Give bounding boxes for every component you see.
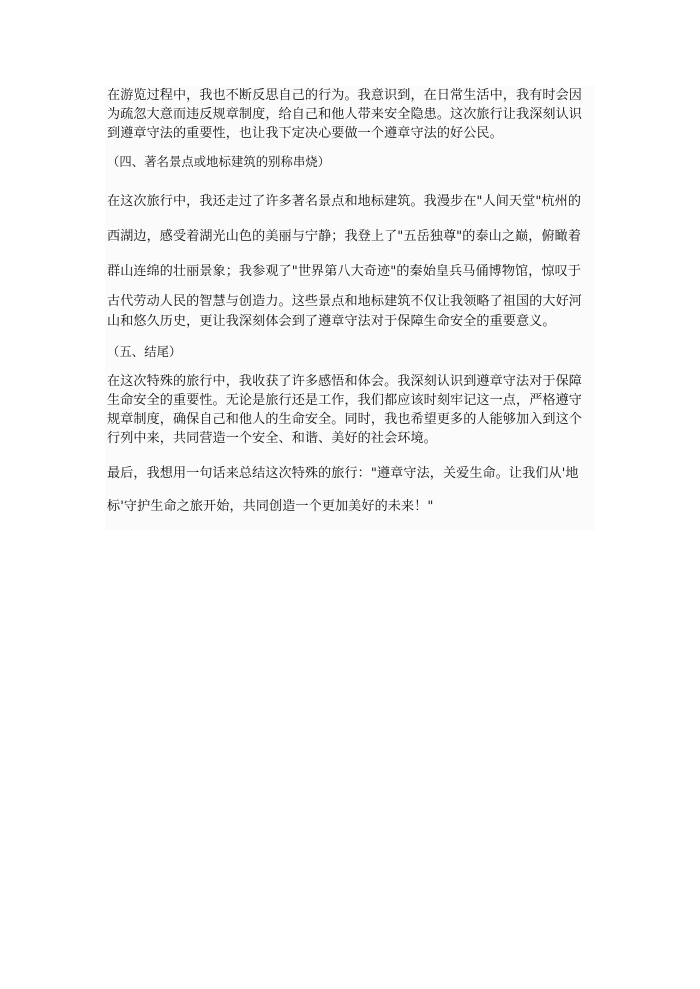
paragraph-1-line-2: 为疏忽大意而违反规章制度，给自己和他人带来安全隐患。这次旅行让我深刻认识 — [107, 107, 582, 122]
paragraph-2-line-5: 山和悠久历史，更让我深刻体会到了遵章守法对于保障生命安全的重要意义。 — [107, 314, 556, 329]
paragraph-4-line-2: 标'守护生命之旅开始，共同创造一个更加美好的未来！" — [107, 499, 434, 514]
paragraph-1-line-3: 到遵章守法的重要性，也让我下定决心要做一个遵章守法的好公民。 — [107, 126, 503, 141]
paragraph-3-line-2: 生命安全的重要性。无论是旅行还是工作，我们都应该时刻牢记这一点，严格遵守 — [107, 393, 582, 408]
paragraph-3-line-3: 规章制度，确保自己和他人的生命安全。同时，我也希望更多的人能够加入到这个 — [107, 412, 582, 427]
section-heading-5: （五、结尾） — [107, 345, 182, 359]
paragraph-2-line-4: 古代劳动人民的智慧与创造力。这些景点和地标建筑不仅让我领略了祖国的大好河 — [107, 294, 582, 309]
paragraph-3-line-1: 在这次特殊的旅行中，我收获了许多感悟和体会。我深刻认识到遵章守法对于保障 — [107, 374, 582, 389]
section-heading-4: （四、著名景点或地标建筑的别称串烧） — [107, 155, 331, 169]
paragraph-3-line-4: 行列中来，共同营造一个安全、和谐、美好的社会环境。 — [107, 431, 437, 446]
paragraph-2-line-2: 西湖边，感受着湖光山色的美丽与宁静；我登上了"五岳独尊"的泰山之巅，俯瞰着 — [107, 229, 582, 244]
paragraph-4-line-1: 最后，我想用一句话来总结这次特殊的旅行："遵章守法，关爱生命。让我们从'地 — [107, 466, 579, 481]
paragraph-1-line-1: 在游览过程中，我也不断反思自己的行为。我意识到，在日常生活中，我有时会因 — [107, 88, 582, 103]
paragraph-2-line-3: 群山连绵的壮丽景象；我参观了"世界第八大奇迹"的秦始皇兵马俑博物馆，惊叹于 — [107, 264, 582, 279]
paragraph-2-line-1: 在这次旅行中，我还走过了许多著名景点和地标建筑。我漫步在"人间天堂"杭州的 — [107, 194, 582, 209]
